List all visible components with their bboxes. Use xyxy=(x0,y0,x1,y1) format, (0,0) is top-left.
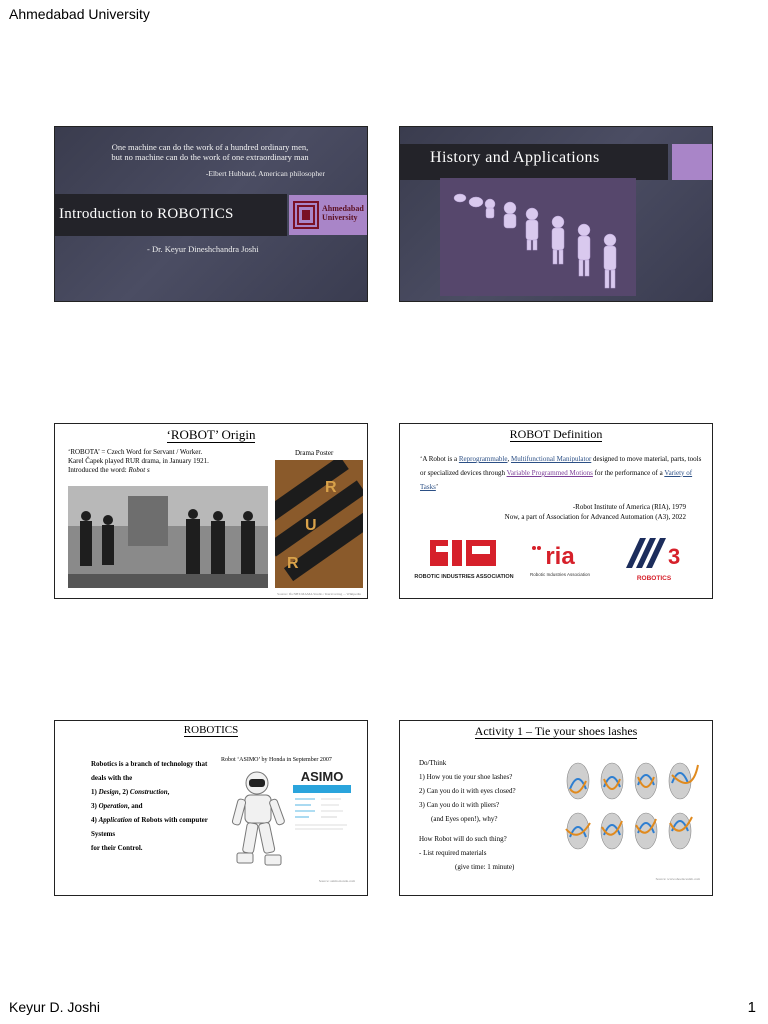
presenter-name: - Dr. Keyur Dineshchandra Joshi xyxy=(147,244,259,254)
origin-line-3 xyxy=(68,466,293,475)
origin-line-3-prefix: Introduced the word: xyxy=(68,466,129,474)
activity-text xyxy=(419,756,569,874)
origin-line-3-word: Robot s xyxy=(128,466,150,474)
item-4-suffix: of Robots with computer Systems xyxy=(91,816,208,838)
ria-old-caption: ROBOTIC INDUSTRIES ASSOCIATION xyxy=(414,574,514,580)
slide-title-text: ‘ROBOT’ Origin xyxy=(166,427,256,442)
origin-text xyxy=(68,448,293,475)
item-3-suffix: , and xyxy=(127,802,143,810)
term-multifunctional: Multifunctional Manipulator xyxy=(510,455,592,463)
def-part-5: ’ xyxy=(435,483,439,491)
slide-title: History and Applications xyxy=(430,149,600,166)
ria-new-caption: Robotic Industries Association xyxy=(529,572,591,577)
source-line-2: Now, a part of Association for Advanced Automation (A3), 2022 xyxy=(504,513,686,521)
robotics-item-4: 4) Application of Robots with computer Systems xyxy=(91,816,208,838)
ria-logo-old xyxy=(414,536,514,584)
slide-history xyxy=(399,126,713,302)
robotics-item-3: 3) Operation, and xyxy=(91,802,143,810)
slide-activity-1 xyxy=(399,720,713,896)
activity-q2: 2) Can you do it with eyes closed? xyxy=(419,787,516,795)
quote-line-1: One machine can do the work of a hundred ordinary men, xyxy=(111,142,309,152)
robotics-end: for their Control. xyxy=(91,844,143,852)
university-logo-text xyxy=(322,204,364,222)
activity-q1: 1) How you tie your shoe lashes? xyxy=(419,773,513,781)
quote-line-2: but no machine can do the work of one extraordinary man xyxy=(111,152,309,162)
svg-text:ria: ria xyxy=(545,543,575,570)
asimo-logo-panel xyxy=(291,769,353,849)
robotics-item-1-2: 1) Design, 2) Construction, xyxy=(91,788,170,796)
page-number: 1 xyxy=(747,999,756,1016)
def-part-3: designed to move material, parts, tools or specialized devices through xyxy=(420,455,702,477)
quote-author: -Elbert Hubbard, American philosopher xyxy=(205,169,325,178)
image-credit: Source: Ifa NBT-MAMA Studio / Kurzvortrag ... Wikipedia xyxy=(277,592,361,596)
svg-text:U: U xyxy=(305,517,317,534)
asimo-robot-image xyxy=(221,767,291,879)
a3-caption: ROBOTICS xyxy=(636,575,672,582)
page-header: Ahmedabad University xyxy=(9,6,150,22)
robotics-intro: Robotics is a branch of technology that deals with the xyxy=(91,760,208,782)
activity-q4: How Robot will do such thing? xyxy=(419,835,507,843)
image-credit: Source: asimo.honda.com xyxy=(318,879,355,883)
slide-title xyxy=(400,427,712,442)
slide-robot-definition xyxy=(399,423,713,599)
slide-title-text: ROBOT Definition xyxy=(509,427,603,441)
definition-source xyxy=(505,502,686,522)
definition-text xyxy=(420,452,705,494)
activity-q3: 3) Can you do it with pliers? xyxy=(419,801,500,809)
item-operation: Operation xyxy=(98,802,128,810)
quote xyxy=(75,142,345,162)
logo-line-2: University xyxy=(322,213,358,222)
activity-heading: Do/Think xyxy=(419,759,447,767)
accent-block xyxy=(672,144,712,180)
slide-intro xyxy=(54,126,368,302)
slide-title-text: Activity 1 – Tie your shoes lashes xyxy=(474,724,638,738)
slide-title-text: ROBOTICS xyxy=(183,724,239,736)
rur-drama-photo xyxy=(68,486,268,588)
activity-q3b: (and Eyes open!), why? xyxy=(431,815,498,823)
shoelace-steps-image xyxy=(560,759,706,855)
activity-q6: (give time: 1 minute) xyxy=(455,863,515,871)
def-part-4: for the performance of a xyxy=(592,469,665,477)
poster-label: Drama Poster xyxy=(295,449,334,457)
slide-robot-origin xyxy=(54,423,368,599)
robot-evolution-image xyxy=(440,178,636,296)
item-application: Application xyxy=(98,816,133,824)
image-credit: Source: www.shoelaceslab.com xyxy=(655,877,700,881)
page-footer-author: Keyur D. Joshi xyxy=(9,999,101,1015)
origin-line-2: Karel Čapek played RUR drama, in January 1921. xyxy=(68,457,209,465)
logo-line-1: Ahmedabad xyxy=(322,204,364,213)
slide-robotics xyxy=(54,720,368,896)
a3-logo xyxy=(622,534,686,584)
item-design: Design xyxy=(98,788,119,796)
source-line-1: -Robot Institute of America (RIA), 1979 xyxy=(572,503,686,511)
ria-logo-new xyxy=(520,536,600,584)
asimo-logo-text: ASIMO xyxy=(300,769,344,784)
slide-title xyxy=(55,724,367,736)
def-part-1: ‘A Robot is a xyxy=(420,455,459,463)
activity-q5: - List required materials xyxy=(419,849,487,857)
term-variety-of-tasks: Variety of Tasks xyxy=(420,469,693,491)
svg-text:3: 3 xyxy=(668,544,681,569)
slide-title xyxy=(400,724,712,739)
origin-line-1: ‘ROBOTA’ = Czech Word for Servant / Worker. xyxy=(68,448,203,456)
university-logo-icon xyxy=(293,201,319,229)
term-variable-motions: Variable Programmed Motions xyxy=(506,469,593,477)
def-part-2: , xyxy=(507,455,511,463)
asimo-caption: Robot ‘ASIMO’ by Honda in September 2007 xyxy=(221,757,332,763)
robotics-definition xyxy=(91,757,211,855)
item-construction: Construction xyxy=(129,788,168,796)
slide-title: Introduction to ROBOTICS xyxy=(59,206,234,222)
term-reprogrammable: Reprogrammable xyxy=(458,455,508,463)
slide-title xyxy=(55,427,367,443)
rur-drama-poster xyxy=(275,460,363,588)
svg-text:R: R xyxy=(325,479,337,496)
svg-text:R: R xyxy=(287,555,299,572)
